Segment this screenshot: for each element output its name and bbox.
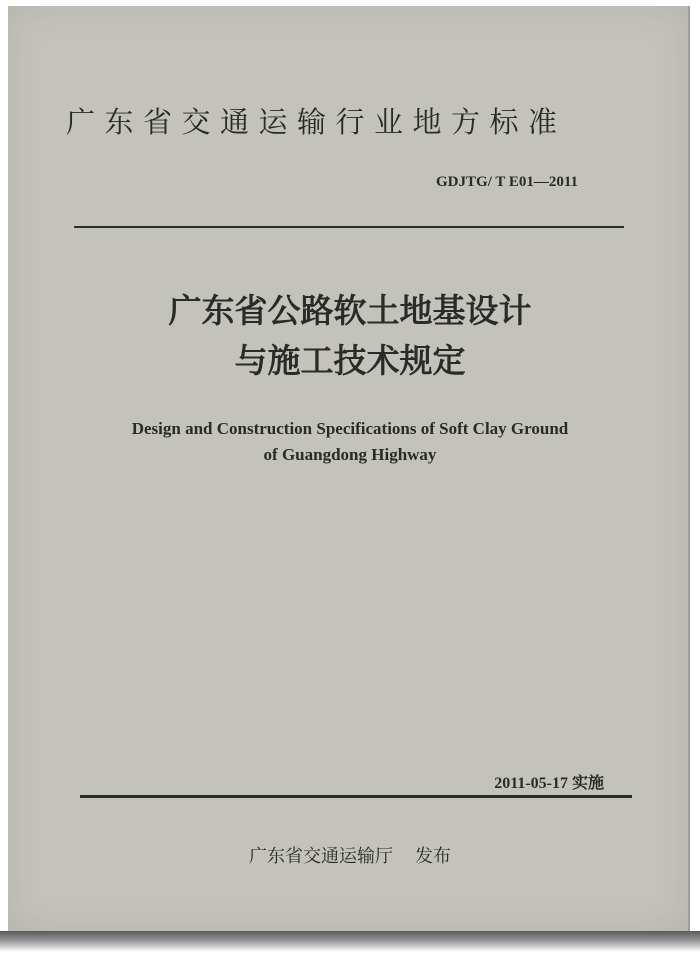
standard-code: GDJTG/ T E01—2011 — [436, 174, 578, 190]
publisher-action: 发布 — [415, 846, 451, 867]
effective-date: 2011-05-17 实施 — [494, 775, 604, 792]
publisher-line — [0, 842, 700, 868]
publisher-org: 广东省交通运输厅 — [249, 846, 393, 867]
title-en-line2: of Guangdong Highway — [263, 445, 437, 464]
title-cn-line2: 与施工技术规定 — [234, 341, 466, 380]
standard-type-heading: 广东省交通运输行业地方标准 — [66, 105, 567, 139]
bottom-divider — [80, 795, 632, 798]
title-en-line1: Design and Construction Specifications of Soft Clay Ground — [131, 419, 569, 438]
scan-edge-shadow — [0, 931, 700, 959]
top-divider — [74, 226, 624, 228]
title-cn-line1: 广东省公路软土地基设计 — [168, 291, 532, 330]
